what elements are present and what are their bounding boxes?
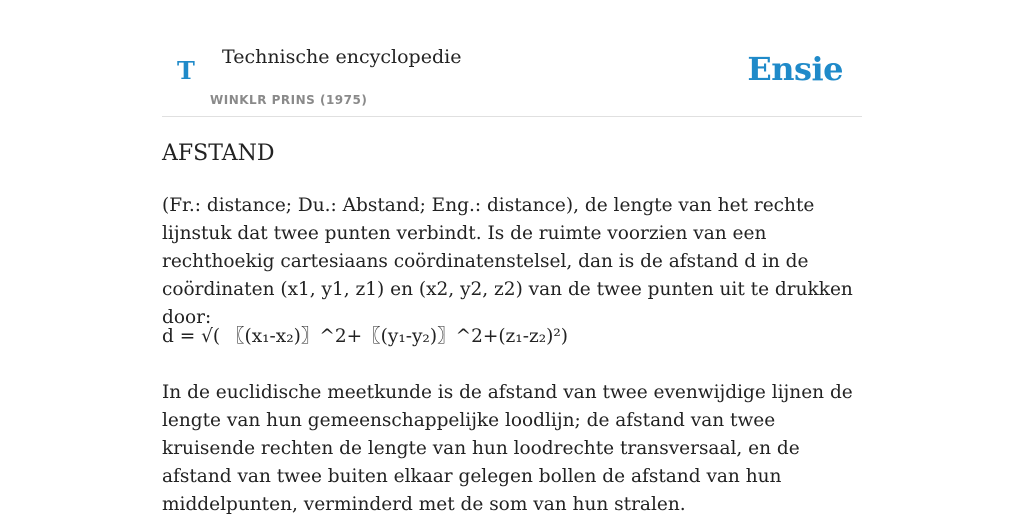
formula: d = √( 〖(x₁-x₂)〗^2+〖(y₁-y₂)〗^2+(z₁-z₂)²)	[162, 326, 568, 347]
entry-title: AFSTAND	[162, 141, 275, 166]
book-title[interactable]: Technische encyclopedie	[222, 46, 462, 68]
book-logo[interactable]: T	[177, 56, 195, 85]
book-source: WINKLR PRINS (1975)	[210, 93, 368, 107]
book-header	[162, 0, 862, 117]
entry-paragraph: (Fr.: distance; Du.: Abstand; Eng.: distance), de lengte van het rechte lijnstuk dat twee punten verbindt. Is de ruimte voorzien van een rechthoekig cartesiaans coördinatenstelsel, dan is de afstand d in de coördinaten (x1, y1, z1) en (x2, y2, z2) van de twee punten uit te drukken door:	[162, 195, 853, 328]
brand-logo[interactable]: Ensie	[747, 50, 843, 88]
entry-paragraph: In de euclidische meetkunde is de afstand van twee evenwijdige lijnen de lengte van hun gemeenschappelijke loodlijn; de afstand van twee kruisende rechten de lengte van hun loodrechte transversaal, en de afstand van twee buiten elkaar gelegen bollen de afstand van hun middelpunten, verminderd met de som van hun stralen.	[162, 382, 853, 515]
